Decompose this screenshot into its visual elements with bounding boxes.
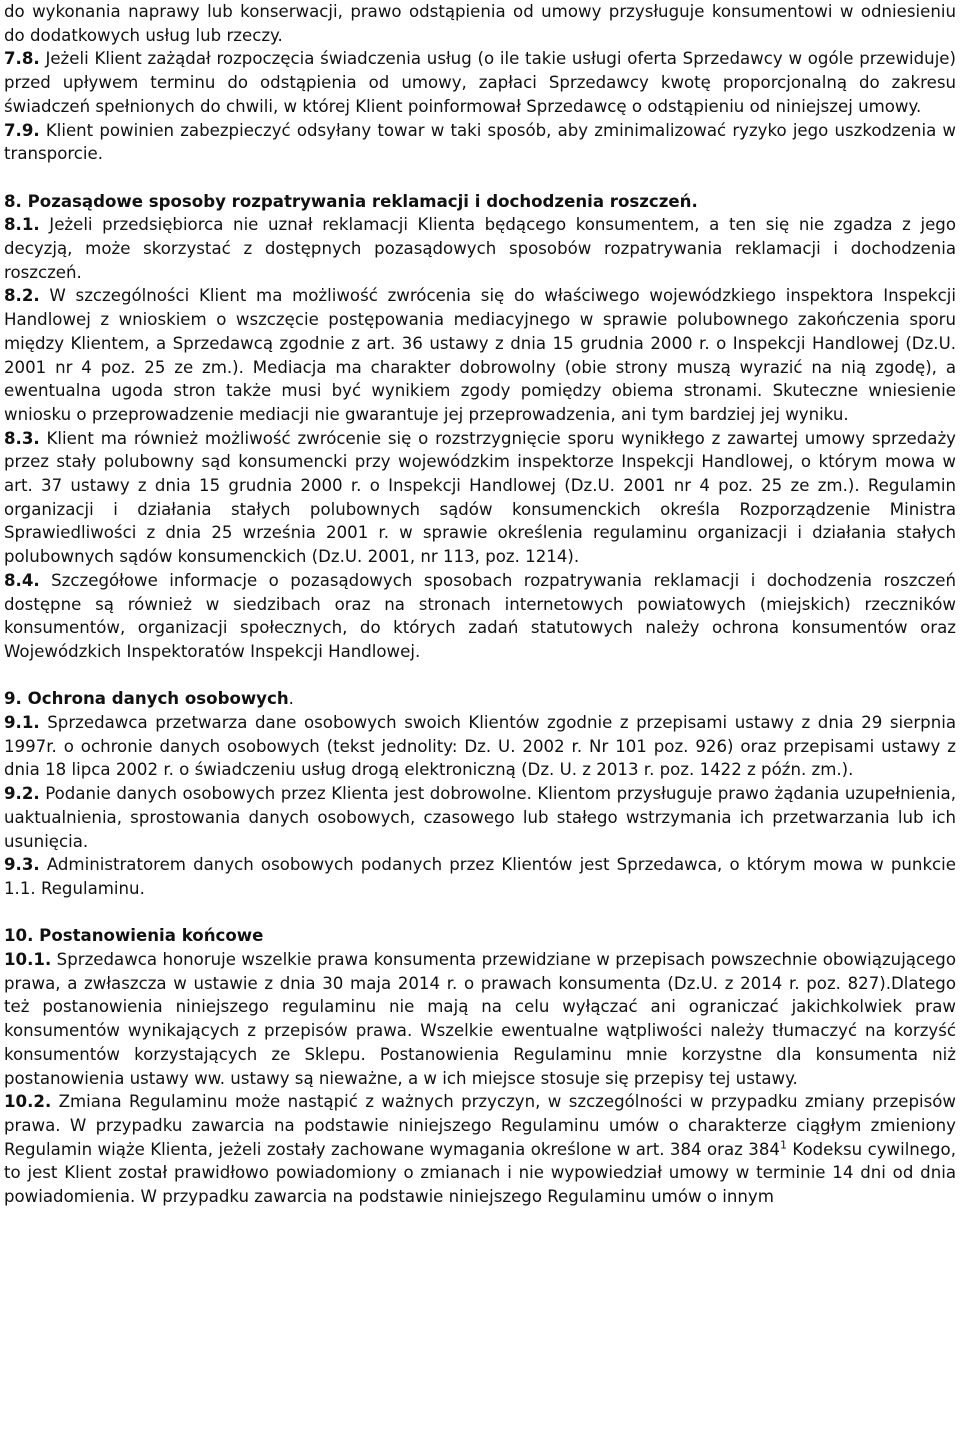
section-heading-8: 8. Pozasądowe sposoby rozpatrywania reklamacji i dochodzenia roszczeń.: [4, 191, 698, 211]
paragraph-text: do wykonania naprawy lub konserwacji, prawo odstąpienia od umowy przysługuje konsumentowi w odniesieniu do dodatkowych usług lub rzeczy.: [4, 2, 956, 45]
section-number: 10.2.: [4, 1092, 52, 1112]
paragraph-8-3: [4, 427, 956, 569]
document-page: [4, 0, 956, 1209]
spacer: [4, 901, 956, 925]
section-number: 8.3.: [4, 428, 40, 448]
paragraph-8-4: [4, 569, 956, 664]
paragraph-8-2: [4, 284, 956, 426]
spacer: [4, 166, 956, 190]
section-number: 7.8.: [4, 49, 40, 69]
section-number: 8.1.: [4, 215, 40, 235]
section-number: 9.2.: [4, 784, 40, 804]
heading-tail: .: [288, 689, 294, 709]
section-heading-9: [4, 687, 956, 711]
section-number: 7.9.: [4, 120, 40, 140]
paragraph-text: Kodeksu cywilnego, to jest Klient został prawidłowo powiadomiony o zmianach i nie wypowiedział umowy w terminie 14 dni od dnia powiadomienia. W przypadku zawarcia na podstawie niniejszego Regulaminu umów o innym: [4, 1139, 956, 1207]
paragraph-text: Szczegółowe informacje o pozasądowych sposobach rozpatrywania reklamacji i dochodzenia roszczeń dostępne są również w siedzibach oraz na stronach internetowych powiatowych (miejskich) rzeczników konsumentów, organizacji społecznych, do których zadań statutowych należy ochrona konsumentów oraz Wojewódzkich Inspektoratów Inspekcji Handlowej.: [4, 570, 956, 661]
paragraph-10-2: [4, 1090, 956, 1209]
heading-text: 9. Ochrona danych osobowych: [4, 689, 289, 709]
paragraph-9-3: [4, 853, 956, 900]
paragraph-9-1: [4, 711, 956, 782]
paragraph-9-2: [4, 782, 956, 853]
section-number: 9.3.: [4, 855, 40, 875]
section-number: 8.2.: [4, 286, 40, 306]
section-number: 9.1.: [4, 713, 40, 733]
paragraph-7-7-continuation: [4, 0, 956, 47]
paragraph-text: Zmiana Regulaminu może nastąpić z ważnych przyczyn, w szczególności w przypadku zmiany przepisów prawa. W przypadku zawarcia na podstawie niniejszego Regulaminu umów o charakterze ciągłym zmieniony Regulamin wiąże Klienta, jeżeli zostały zachowane wymagania określone w art. 384 oraz 384: [4, 1092, 956, 1159]
paragraph-8-1: [4, 213, 956, 284]
paragraph-10-1: [4, 948, 956, 1090]
section-number: 8.4.: [4, 570, 40, 590]
paragraph-text: W szczególności Klient ma możliwość zwrócenia się do właściwego wojewódzkiego inspektora Inspekcji Handlowej z wnioskiem o wszczęcie postępowania mediacyjnego w sprawie polubownego zakończenia sporu między Klientem, a Sprzedawcą zgodnie z art. 36 ustawy z dnia 15 grudnia 2000 r. o Inspekcji Handlowej (Dz.U. 2001 nr 4 poz. 25 ze zm.). Mediacja ma charakter dobrowolny (obie strony muszą wyrazić na nią zgodę), a ewentualna ugoda stron także musi być wynikiem zgody pomiędzy obiema stronami. Skuteczne wniesienie wniosku o przeprowadzenie mediacji nie gwarantuje jej przeprowadzenia, ani tym bardziej jej wyniku.: [4, 286, 956, 424]
paragraph-7-8: [4, 47, 956, 118]
paragraph-text: Jeżeli przedsiębiorca nie uznał reklamacji Klienta będącego konsumentem, a ten się nie zgadza z jego decyzją, może skorzystać z dostępnych pozasądowych sposobów rozpatrywania reklamacji i dochodzenia roszczeń.: [4, 215, 956, 282]
paragraph-text: Administratorem danych osobowych podanych przez Klientów jest Sprzedawca, o którym mowa w punkcie 1.1. Regulaminu.: [4, 855, 956, 898]
paragraph-7-9: [4, 119, 956, 166]
superscript-footnote: 1: [779, 1138, 787, 1152]
section-number: 10.1.: [4, 950, 52, 970]
paragraph-text: Podanie danych osobowych przez Klienta jest dobrowolne. Klientom przysługuje prawo żądania uzupełnienia, uaktualnienia, sprostowania danych osobowych, czasowego lub stałego wstrzymania ich przetwarzania lub ich usunięcia.: [4, 784, 956, 851]
paragraph-text: Sprzedawca przetwarza dane osobowych swoich Klientów zgodnie z przepisami ustawy z dnia 29 sierpnia 1997r. o ochronie danych osobowych (tekst jednolity: Dz. U. 2002 r. Nr 101 poz. 926) oraz przepisami ustawy z dnia 18 lipca 2002 r. o świadczeniu usług drogą elektroniczną (Dz. U. z 2013 r. poz. 1422 z późn. zm.).: [4, 713, 956, 780]
paragraph-text: Sprzedawca honoruje wszelkie prawa konsumenta przewidziane w przepisach powszechnie obowiązującego prawa, a zwłaszcza w ustawie z dnia 30 maja 2014 r. o prawach konsumenta (Dz.U. z 2014 r. poz. 827).Dlatego też postanowienia niniejszego regulaminu nie mają na celu wyłączać ani ograniczać jakichkolwiek praw konsumentów wynikających z przepisów prawa. Wszelkie ewentualne wątpliwości należy tłumaczyć na korzyść konsumentów korzystających ze Sklepu. Postanowienia Regulaminu mnie korzystne dla konsumenta niż postanowienia ustawy ww. ustawy są nieważne, a w ich miejsce stosuje się przepisy tej ustawy.: [4, 950, 956, 1088]
section-heading-10: 10. Postanowienia końcowe: [4, 926, 264, 946]
paragraph-text: Klient ma również możliwość zwrócenie się o rozstrzygnięcie sporu wynikłego z zawartej umowy sprzedaży przez stały polubowny sąd konsumencki przy wojewódzkim inspektorze Inspekcji Handlowej, o którym mowa w art. 37 ustawy z dnia 15 grudnia 2000 r. o Inspekcji Handlowej (Dz.U. 2001 nr 4 poz. 25 ze zm.). Regulamin organizacji i działania stałych polubownych sądów konsumenckich określa Rozporządzenie Ministra Sprawiedliwości z dnia 25 września 2001 r. w sprawie określenia regulaminu organizacji i działania stałych polubownych sądów konsumenckich (Dz.U. 2001, nr 113, poz. 1214).: [4, 428, 956, 567]
paragraph-text: Klient powinien zabezpieczyć odsyłany towar w taki sposób, aby zminimalizować ryzyko jego uszkodzenia w transporcie.: [4, 120, 956, 164]
paragraph-text: Jeżeli Klient zażądał rozpoczęcia świadczenia usług (o ile takie usługi oferta Sprzedawcy w ogóle przewiduje) przed upływem terminu do odstąpienia od umowy, zapłaci Sprzedawcy kwotę proporcjonalną do zakresu świadczeń spełnionych do chwili, w której Klient poinformował Sprzedawcę o odstąpieniu od niniejszej umowy.: [4, 49, 956, 116]
spacer: [4, 664, 956, 688]
